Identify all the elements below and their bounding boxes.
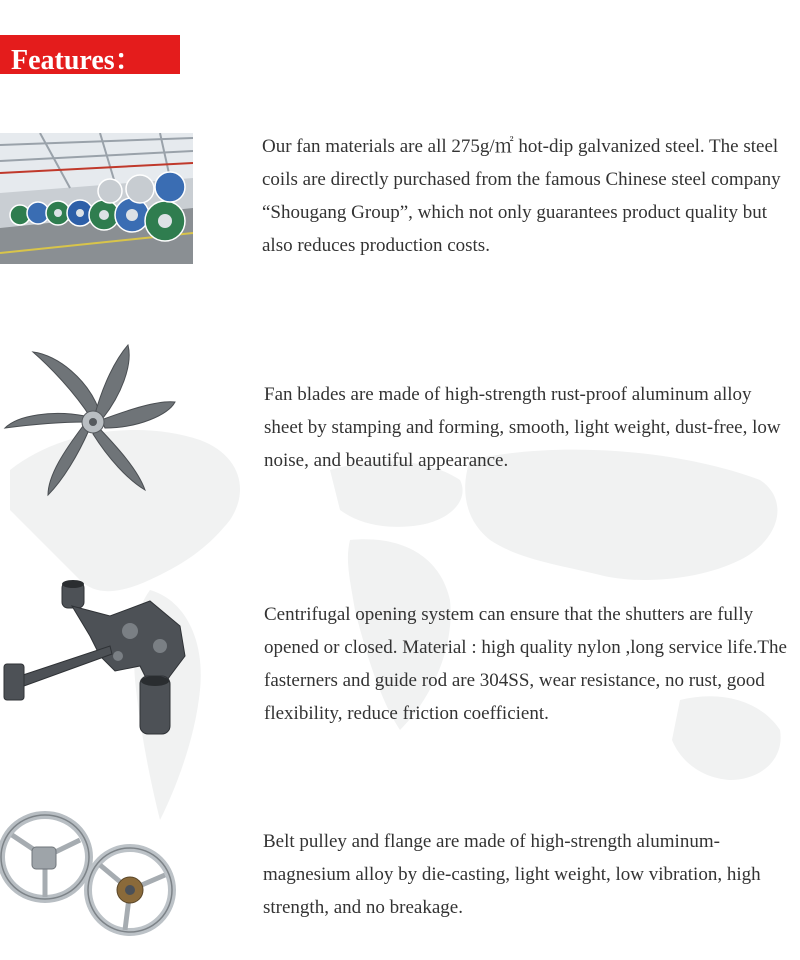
- steel-coils-photo: [0, 133, 193, 264]
- features-banner: [0, 35, 180, 74]
- belt-pulley-photo: [0, 805, 180, 940]
- centrifugal-opening-photo: [0, 576, 190, 738]
- fan-blade-photo: [3, 340, 178, 498]
- feature-text-centrifugal: Centrifugal opening system can ensure that the shutters are fully opened or closed. Material : high quality nylon ,long service life.The fasterners and guide rod are 304SS, wear resistance, no rust, good flexibility, reduce friction coefficient.: [264, 604, 787, 724]
- features-title: Features：: [11, 45, 143, 76]
- feature-text-pulley: Belt pulley and flange are made of high-strength aluminum-magnesium alloy by die-casting, light weight, low vibration, high strength, and no breakage.: [263, 831, 761, 918]
- feature-text-blades: Fan blades are made of high-strength rust-proof aluminum alloy sheet by stamping and forming, smooth, light weight, dust-free, low noise, and beautiful appearance.: [264, 384, 781, 471]
- feature-text-steel: Our fan materials are all 275g/㎡ hot-dip galvanized steel. The steel coils are directly purchased from the famous Chinese steel company “Shougang Group”, which not only guarantees product quality but also reduces production costs.: [262, 136, 781, 256]
